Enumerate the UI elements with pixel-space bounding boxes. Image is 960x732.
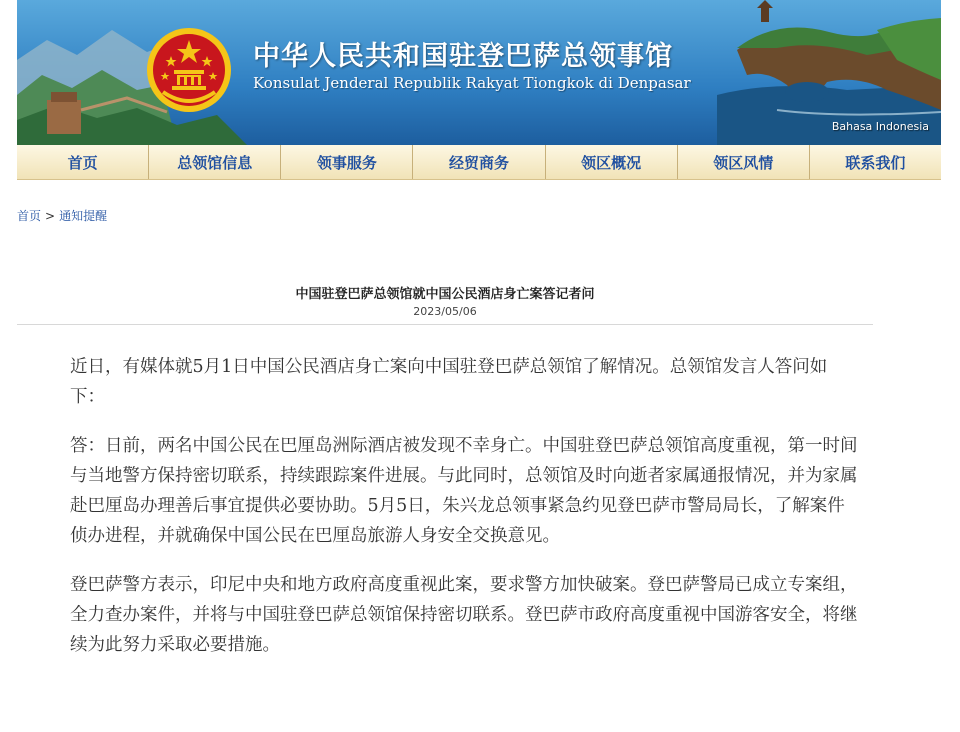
article-date: 2023/05/06: [413, 305, 477, 318]
nav-item-economy-trade[interactable]: 经贸商务: [413, 145, 545, 179]
national-emblem-icon: [145, 26, 233, 114]
article-paragraph: 近日，有媒体就5月1日中国公民酒店身亡案向中国驻登巴萨总领馆了解情况。总领馆发言人答问如下：: [70, 357, 828, 407]
article-body: [70, 352, 860, 679]
nav-item-contact-us[interactable]: 联系我们: [845, 153, 906, 172]
article-title: 中国驻登巴萨总领馆就中国公民酒店身亡案答记者问: [295, 287, 595, 302]
nav-item-region-overview[interactable]: 领区概况: [546, 145, 678, 179]
breadcrumb-current-link[interactable]: 通知提醒: [59, 209, 108, 223]
site-title-id: Konsulat Jenderal Republik Rakyat Tiongkok di Denpasar: [253, 74, 691, 92]
nav-item-home[interactable]: 首页: [17, 145, 149, 179]
article-paragraph: 登巴萨警方表示，印尼中央和地方政府高度重视此案，要求警方加快破案。登巴萨警局已成立专案组，全力查办案件，并将与中国驻登巴萨总领馆保持密切联系。登巴萨市政府高度重视中国游客安全，将继续为此努力采取必要措施。: [70, 575, 858, 655]
breadcrumb-separator: >: [45, 209, 56, 223]
main-nav: [17, 145, 941, 180]
header-banner: [17, 0, 941, 145]
site-title-cn: 中华人民共和国驻登巴萨总领事馆: [253, 41, 673, 72]
nav-item-consular-services[interactable]: 领事服务: [281, 145, 413, 179]
breadcrumb-home-link[interactable]: 首页: [17, 209, 42, 223]
breadcrumb: [17, 207, 107, 224]
nav-item-region-culture[interactable]: 领区风情: [678, 145, 810, 179]
article-paragraph: 答：日前，两名中国公民在巴厘岛洲际酒店被发现不幸身亡。中国驻登巴萨总领馆高度重视，第一时间与当地警方保持密切联系，持续跟踪案件进展。与此同时，总领馆及时向逝者家属通报情况，并为家属赴巴厘岛办理善后事宜提供必要协助。5月5日，朱兴龙总领事紧急约见登巴萨市警局局长，了解案件侦办进程，并就确保中国公民在巴厘岛旅游人身安全交换意见。: [70, 436, 858, 546]
title-divider: [17, 324, 873, 325]
language-switch-link[interactable]: Bahasa Indonesia: [831, 120, 929, 133]
nav-item-consulate-info[interactable]: 总领馆信息: [149, 145, 281, 179]
